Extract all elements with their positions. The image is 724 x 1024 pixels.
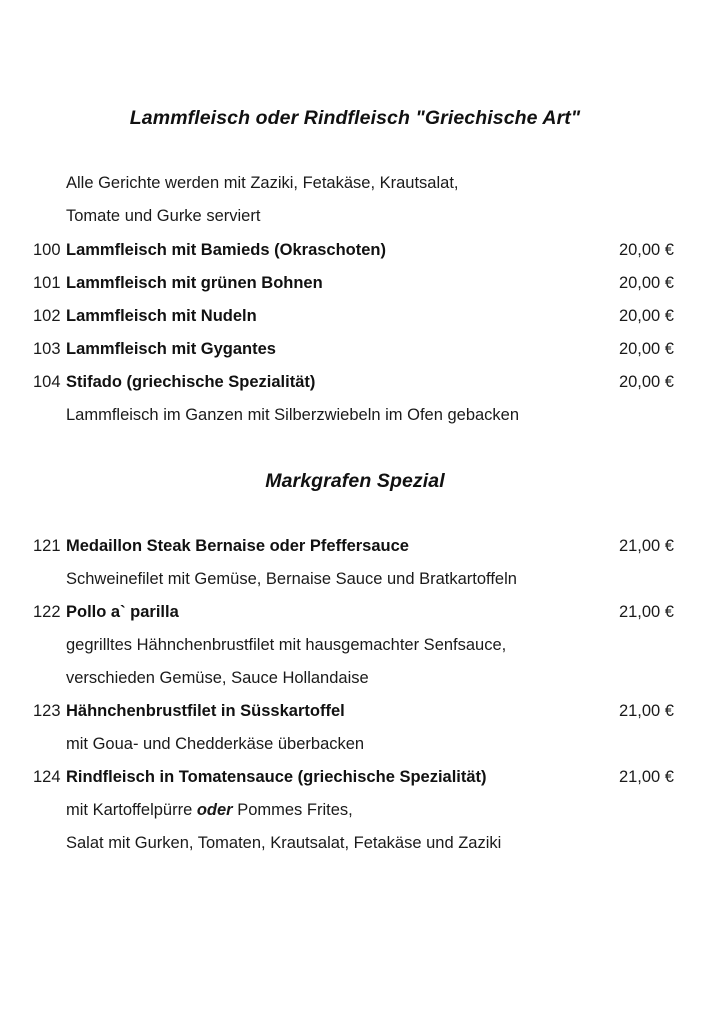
section-heading-spezial: Markgrafen Spezial <box>265 470 445 492</box>
item-description: gegrilltes Hähnchenbrustfilet mit hausgemachter Senfsauce, <box>66 636 507 654</box>
item-price: 20,00 € <box>618 241 674 259</box>
item-description: Salat mit Gurken, Tomaten, Krautsalat, Fetakäse und Zaziki <box>66 834 502 852</box>
item-price: 20,00 € <box>618 373 674 391</box>
item-number: 100 <box>33 241 61 259</box>
item-price: 21,00 € <box>618 768 674 786</box>
item-name: Lammfleisch mit Nudeln <box>66 307 257 325</box>
item-number: 124 <box>33 768 61 786</box>
menu-row <box>0 603 724 627</box>
menu-row <box>0 768 724 792</box>
item-number: 121 <box>33 537 61 555</box>
item-name: Lammfleisch mit Bamieds (Okraschoten) <box>66 241 387 259</box>
menu-row <box>0 274 724 298</box>
item-number: 123 <box>33 702 61 720</box>
item-number: 102 <box>33 307 61 325</box>
section-note-line: Tomate und Gurke serviert <box>66 207 261 225</box>
item-number: 122 <box>33 603 61 621</box>
item-name: Stifado (griechische Spezialität) <box>66 373 316 391</box>
item-name: Lammfleisch mit grünen Bohnen <box>66 274 323 292</box>
item-description: Lammfleisch im Ganzen mit Silberzwiebeln im Ofen gebacken <box>66 406 520 424</box>
menu-row <box>0 702 724 726</box>
item-name: Lammfleisch mit Gygantes <box>66 340 276 358</box>
item-price: 20,00 € <box>618 340 674 358</box>
menu-row <box>0 340 724 364</box>
item-name: Hähnchenbrustfilet in Süsskartoffel <box>66 702 345 720</box>
item-number: 104 <box>33 373 61 391</box>
item-description: Schweinefilet mit Gemüse, Bernaise Sauce und Bratkartoffeln <box>66 570 517 588</box>
item-price: 21,00 € <box>618 537 674 555</box>
item-name: Rindfleisch in Tomatensauce (griechische Spezialität) <box>66 768 487 786</box>
menu-row <box>0 373 724 397</box>
menu-row <box>0 241 724 265</box>
section-heading-lamm: Lammfleisch oder Rindfleisch "Griechische Art" <box>129 107 581 129</box>
item-price: 21,00 € <box>618 702 674 720</box>
item-name: Pollo a` parilla <box>66 603 179 621</box>
menu-row <box>0 307 724 331</box>
item-price: 20,00 € <box>618 307 674 325</box>
item-name: Medaillon Steak Bernaise oder Pfeffersauce <box>66 537 409 555</box>
item-number: 101 <box>33 274 61 292</box>
item-description: verschieden Gemüse, Sauce Hollandaise <box>66 669 369 687</box>
item-number: 103 <box>33 340 61 358</box>
item-description: mit Kartoffelpürre oder Pommes Frites, <box>66 801 353 819</box>
item-description: mit Goua- und Chedderkäse überbacken <box>66 735 365 753</box>
menu-row <box>0 537 724 561</box>
section-note-line: Alle Gerichte werden mit Zaziki, Fetakäse, Krautsalat, <box>66 174 459 192</box>
item-price: 21,00 € <box>618 603 674 621</box>
item-price: 20,00 € <box>618 274 674 292</box>
